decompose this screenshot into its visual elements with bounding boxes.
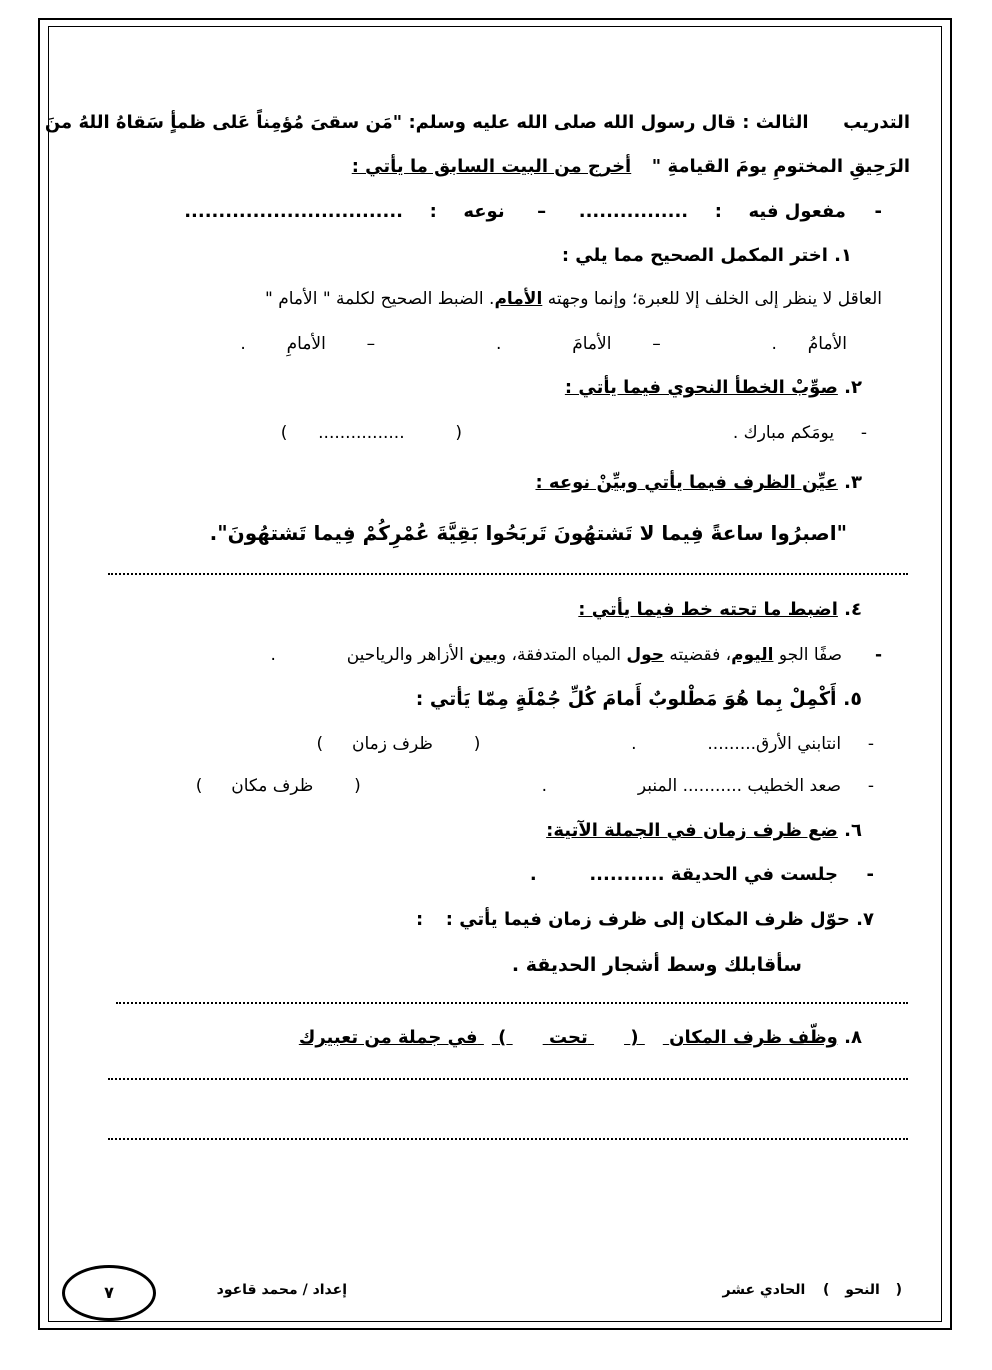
answer-line[interactable] <box>108 1078 908 1080</box>
dot: . <box>631 734 637 754</box>
question-2-title <box>565 375 862 401</box>
dot: . <box>270 645 276 665</box>
question-number: ٤. <box>844 599 862 620</box>
question-title: اضبط ما تحته خط فيما يأتي : <box>578 599 838 620</box>
separator-dash: – <box>652 334 661 354</box>
title-part: وظّف ظرف المكان <box>669 1027 838 1048</box>
question-6-title <box>546 818 862 844</box>
question-title: صوِّبْ الخطأ النحوي فيما يأتي : <box>564 377 838 398</box>
paren: ( <box>354 776 361 796</box>
colon: : <box>429 201 437 222</box>
question-5-title <box>416 686 862 712</box>
question-1-options <box>240 331 847 357</box>
question-1-sentence <box>265 286 882 312</box>
sentence-part: ، فقضيته <box>664 645 732 665</box>
dash-marker: - <box>866 864 874 885</box>
paren: ) <box>823 1282 830 1298</box>
question-number: ٦. <box>844 820 862 841</box>
question-number: ١. <box>834 245 852 266</box>
exercise-number: الثالث <box>755 112 809 133</box>
sentence-part: صفًا الجو <box>773 645 843 665</box>
dot: . <box>541 776 547 796</box>
title-part: في جملة من تعبيرك <box>298 1027 478 1048</box>
type-label: نوعه <box>463 201 505 222</box>
dot: . <box>495 334 502 354</box>
dot: . <box>240 334 246 354</box>
question-4-sentence <box>271 642 882 668</box>
paren: ) <box>498 1027 507 1048</box>
answer-blank[interactable]: ................ <box>578 201 689 222</box>
question-title: عيِّن الظرف فيما يأتي وبيِّنْ نوعه : <box>535 472 838 493</box>
dash-marker: - <box>867 734 874 754</box>
question-5-row-1 <box>317 731 874 757</box>
answer-line[interactable] <box>108 573 908 575</box>
sentence-part: المياه المتدفقة، و <box>497 645 627 665</box>
exercise-intro-line2 <box>352 154 910 180</box>
answer-hint: ظرف زمان <box>351 734 433 754</box>
exercise-hadith-text: : قال رسول الله صلى الله عليه وسلم: "مَن سقىَ مُؤمِناً عَلى ظمأٍ سَقاهُ اللهُ منَ <box>44 112 750 133</box>
underlined-word: حول <box>626 645 665 665</box>
answer-hint: ظرف مكان <box>231 776 314 796</box>
sentence-part: الأزاهر والرياحين <box>346 645 470 665</box>
question-3-title <box>535 470 862 496</box>
answer-blank[interactable]: ................ <box>318 423 405 443</box>
underlined-word: بين <box>469 645 498 665</box>
dash-marker: - <box>874 201 882 222</box>
answer-blank[interactable]: ................................ <box>184 201 404 222</box>
question-number: ٣. <box>844 472 862 493</box>
mafool-fih-label: مفعول فيه <box>748 201 846 222</box>
exercise-label: التدريب <box>843 112 910 133</box>
prepared-by-label: إعداد / <box>302 1282 347 1298</box>
question-number: ٢. <box>844 377 862 398</box>
question-title: ضع ظرف زمان في الجملة الآتية: <box>546 820 838 841</box>
page-number: ٧ <box>104 1283 114 1302</box>
grade-level: الحادي عشر <box>722 1282 806 1298</box>
paren: ( <box>473 734 481 754</box>
underlined-word: الأمام <box>494 289 543 309</box>
colon: : <box>415 909 424 930</box>
sentence[interactable]: صعد الخطيب ........... المنبر <box>637 776 842 796</box>
question-1-title <box>562 243 852 269</box>
dash-marker: - <box>874 645 882 665</box>
paren: ) <box>280 423 288 443</box>
option-3[interactable]: الأمامِ <box>286 334 326 354</box>
dash-marker: - <box>860 423 867 443</box>
separator-dash: – <box>366 334 376 354</box>
subject-name: النحو <box>845 1282 880 1298</box>
answer-line[interactable] <box>116 1002 908 1004</box>
question-7-title <box>416 907 874 933</box>
target-word: تحت <box>548 1027 588 1048</box>
question-number: ٥. <box>843 688 862 710</box>
page-number-oval <box>62 1265 156 1321</box>
dot: . <box>771 334 777 354</box>
paren: ) <box>195 776 203 796</box>
separator-dash: – <box>537 201 547 222</box>
exercise-instruction: أخرج من البيت السابق ما يأتي : <box>351 156 632 177</box>
paren: ( <box>455 423 463 443</box>
sentence[interactable]: جلست في الحديقة ........... <box>589 864 838 885</box>
question-8-title <box>299 1025 862 1051</box>
sentence[interactable]: انتابني الأرق......... <box>707 734 842 754</box>
dot: . <box>529 864 537 885</box>
question-title: اختر المكمل الصحيح مما يلي : <box>561 245 828 266</box>
underlined-word: اليوم <box>731 645 774 665</box>
question-3-sentence: "اصبرُوا ساعةً فِيما لا تَشتهُونَ تَربَحُوا بَقِيَّةَ عُمْرِكُمْ فِيما تَشتهُونَ". <box>209 521 847 545</box>
question-7-sentence: سأقابلك وسط أشجار الحديقة . <box>511 954 802 976</box>
question-title: أَكْمِلْ بِما هُوَ مَطْلوبٌ أَمامَ كُلِّ جُمْلَةٍ مِمّا يَأتي : <box>415 688 837 710</box>
hadith-continuation: الرَحِيقِ المختومِ يومَ القيامةِ " <box>651 156 910 177</box>
author-name: محمد قاعود <box>216 1282 298 1298</box>
question-6-sentence <box>530 862 874 888</box>
paren: ( <box>895 1282 902 1298</box>
sentence-part: العاقل لا ينظر إلى الخلف إلا للعبرة؛ وإنما وجهته <box>547 289 882 309</box>
footer-author <box>217 1280 347 1300</box>
question-number: ٨. <box>844 1027 862 1048</box>
dash-marker: - <box>867 776 874 796</box>
answer-line[interactable] <box>108 1138 908 1140</box>
footer-subject <box>722 1280 902 1300</box>
exercise-intro-line1 <box>45 110 910 136</box>
question-title-underlined <box>299 1027 838 1048</box>
sentence-part: . الضبط الصحيح لكلمة " الأمام " <box>264 289 495 309</box>
question-2-sentence <box>281 420 867 446</box>
paren: ( <box>630 1027 639 1048</box>
mafool-fih-row <box>184 199 882 225</box>
sentence: يومَكم مبارك . <box>732 423 835 443</box>
option-1[interactable]: الأمامُ <box>807 334 847 354</box>
question-title: حوّل ظرف المكان إلى ظرف زمان فيما يأتي : <box>445 909 850 930</box>
colon: : <box>714 201 722 222</box>
question-number: ٧. <box>856 909 874 930</box>
question-5-row-2 <box>196 773 874 799</box>
paren: ) <box>316 734 324 754</box>
option-2[interactable]: الأمامَ <box>572 334 612 354</box>
question-4-title <box>578 597 862 623</box>
